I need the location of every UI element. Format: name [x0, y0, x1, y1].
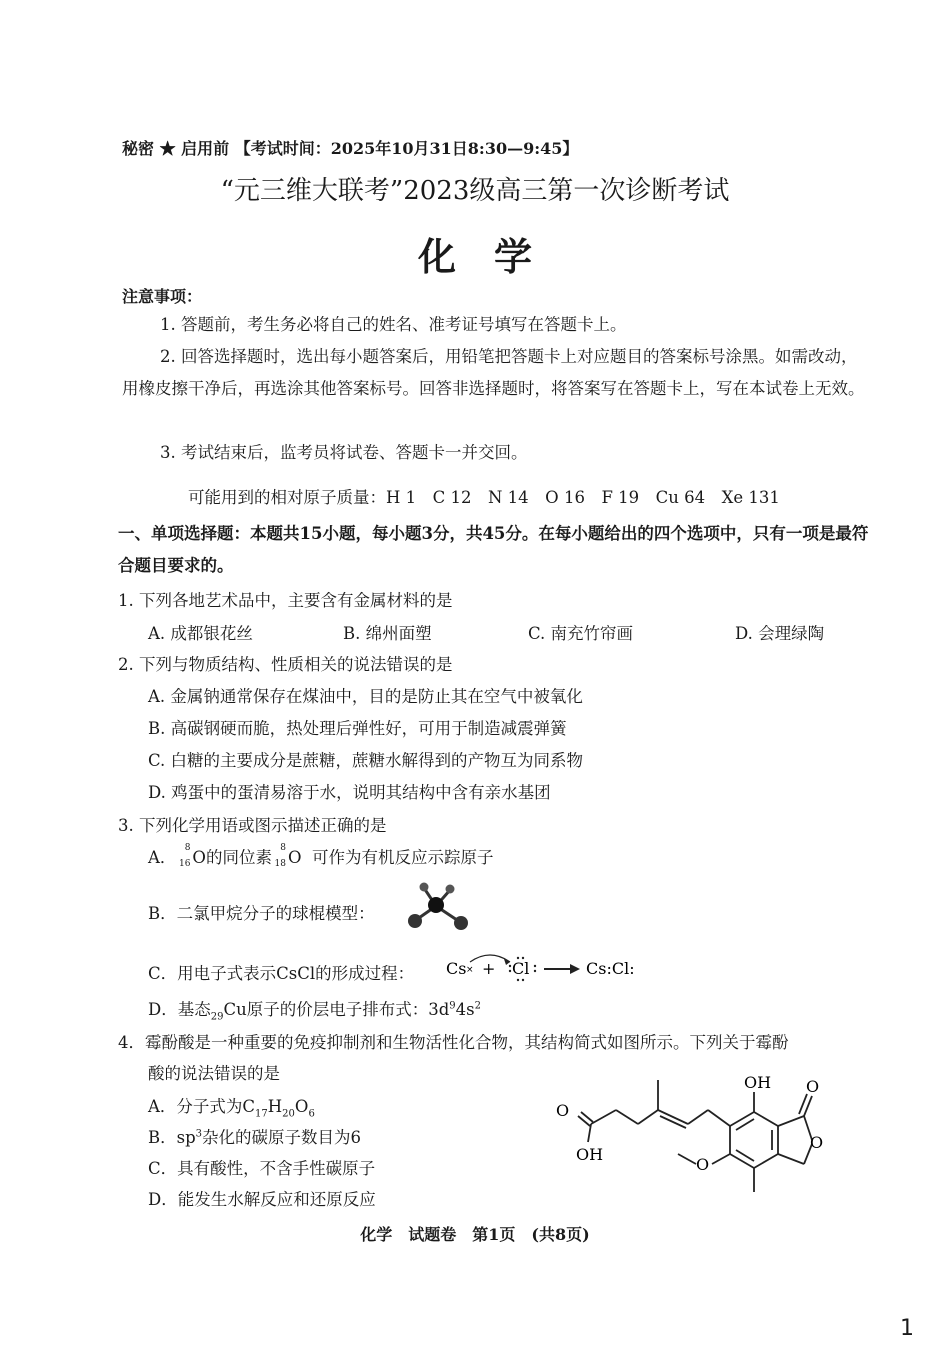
option-b-prefix: B．sp: [148, 1128, 196, 1147]
section-heading: [118, 518, 878, 582]
isotope-2-top: 8: [280, 843, 286, 853]
exam-title: “元三维大联考”2023级高三第一次诊断考试: [220, 176, 730, 206]
notice-item-3: 3. 考试结束后，监考员将试卷、答题卡一并交回。: [160, 443, 528, 462]
subject-title: 化学: [417, 234, 570, 279]
question-4-stem-continued: 酸的说法错误的是: [148, 1064, 280, 1083]
question-3-option-a: [148, 844, 493, 868]
question-1-option-d: D. 会理绿陶: [735, 624, 825, 643]
formula-c-count: 17: [255, 1108, 268, 1120]
mycophenolic-acid-structure: [550, 1068, 850, 1202]
isotope-notation-1: [176, 845, 192, 867]
question-4-option-c: C．具有酸性，不含手性碳原子: [148, 1159, 376, 1178]
notice-heading: 注意事项：: [122, 287, 203, 306]
option-d-prefix: D．基态: [148, 1000, 211, 1019]
question-3-option-b: B．二氯甲烷分子的球棍模型：: [148, 904, 375, 923]
option-a-label: A．: [148, 848, 177, 867]
question-3-option-c: [148, 960, 414, 984]
option-a-mid: 的同位素: [205, 848, 272, 867]
option-b-suffix: 杂化的碳原子数目为6: [202, 1128, 362, 1147]
cs-symbol: Cs: [446, 959, 467, 978]
question-4-option-b: [148, 1124, 361, 1148]
lactone-ring-oxygen: O: [810, 1133, 824, 1152]
question-1-option-a: A. 成都银花丝: [148, 624, 253, 643]
sp3-superscript: 3: [195, 1128, 203, 1140]
isotope-2-symbol: O: [287, 848, 302, 867]
question-4-stem: 4．霉酚酸是一种重要的免疫抑制剂和生物活性化合物，其结构简式如图所示。下列关于霉酚: [118, 1033, 789, 1052]
cl-symbol: Cl: [512, 959, 530, 978]
cscl-product: Cs:Cl:: [586, 959, 635, 978]
question-1-option-b: B. 绵州面塑: [343, 624, 432, 643]
question-2-option-d: D. 鸡蛋中的蛋清易溶于水，说明其结构中含有亲水基团: [148, 783, 551, 802]
formula-o: O: [294, 1097, 309, 1116]
question-2-option-a: A. 金属钠通常保存在煤油中，目的是防止其在空气中被氧化: [148, 687, 583, 706]
isotope-1-symbol: O: [192, 848, 206, 867]
question-1-option-c: C. 南充竹帘画: [528, 624, 634, 643]
question-4-option-a: [148, 1093, 315, 1119]
option-d-mid: Cu原子的价层电子排布式：3d: [223, 1000, 450, 1019]
atomic-number: 29: [210, 1011, 224, 1023]
confidential-header: 秘密 ★ 启用前 【考试时间：2025年10月31日8:30—9:45】: [122, 139, 579, 158]
dichloromethane-ball-stick-model: [402, 876, 474, 934]
isotope-2-bottom: 18: [274, 859, 286, 869]
question-2-option-b: B. 高碳钢硬而脆，热处理后弹性好，可用于制造减震弹簧: [148, 719, 567, 738]
isotope-1-top: 8: [184, 843, 191, 853]
isotope-notation-2: [272, 845, 288, 867]
option-d-mid2: 4s: [455, 1000, 475, 1019]
question-2-option-c: C. 白糖的主要成分是蔗糖，蔗糖水解得到的产物互为同系物: [148, 751, 584, 770]
methoxy-oxygen: O: [696, 1155, 710, 1174]
formula-o-count: 6: [308, 1108, 315, 1120]
atomic-masses: 可能用到的相对原子质量：H 1 C 12 N 14 O 16 F 19 Cu 64 Xe 131: [188, 488, 780, 507]
page-footer: 化学 试题卷 第1页 (共8页): [360, 1225, 590, 1244]
question-3-option-d: [148, 996, 481, 1022]
isotope-1-bottom: 16: [178, 859, 191, 869]
acid-carbonyl-oxygen: O: [556, 1101, 570, 1120]
plus-sign: +: [482, 959, 496, 978]
question-4-option-d: D．能发生水解反应和还原反应: [148, 1190, 376, 1209]
option-c-text: C．用电子式表示CsCl的形成过程：: [148, 964, 415, 983]
acid-hydroxyl: OH: [576, 1145, 604, 1164]
section-heading-text: 一、单项选择题：本题共15小题，每小题3分，共45分。在每小题给出的四个选项中，只有一项是最符合题目要求的。: [118, 524, 869, 575]
page-number: 1: [900, 1316, 914, 1341]
lactone-carbonyl-oxygen: O: [806, 1077, 820, 1096]
cscl-formation-diagram: [444, 950, 644, 986]
s-electrons: 2: [474, 1000, 481, 1012]
phenol-hydroxyl: OH: [744, 1073, 772, 1092]
notice-item-1: 1. 答题前，考生务必将自己的姓名、准考证号填写在答题卡上。: [160, 315, 627, 334]
d-electrons: 9: [449, 1000, 456, 1012]
formula-h: H: [267, 1097, 283, 1116]
question-2-stem: 2. 下列与物质结构、性质相关的说法错误的是: [118, 655, 453, 674]
formula-prefix: A．分子式为C: [148, 1097, 256, 1116]
option-a-suffix: 可作为有机反应示踪原子: [311, 848, 494, 867]
question-3-stem: 3. 下列化学用语或图示描述正确的是: [118, 816, 387, 835]
formula-h-count: 20: [282, 1108, 295, 1120]
notice-item-2: 2. 回答选择题时，选出每小题答案后，用铅笔把答题卡上对应题目的答案标号涂黑。如需改动，用橡皮擦干净后，再选涂其他答案标号。回答非选择题时，将答案写在答题卡上，写在本试卷上无效。: [122, 347, 865, 398]
svg-text:×: ×: [466, 965, 474, 975]
question-1-stem: 1. 下列各地艺术品中，主要含有金属材料的是: [118, 591, 453, 610]
